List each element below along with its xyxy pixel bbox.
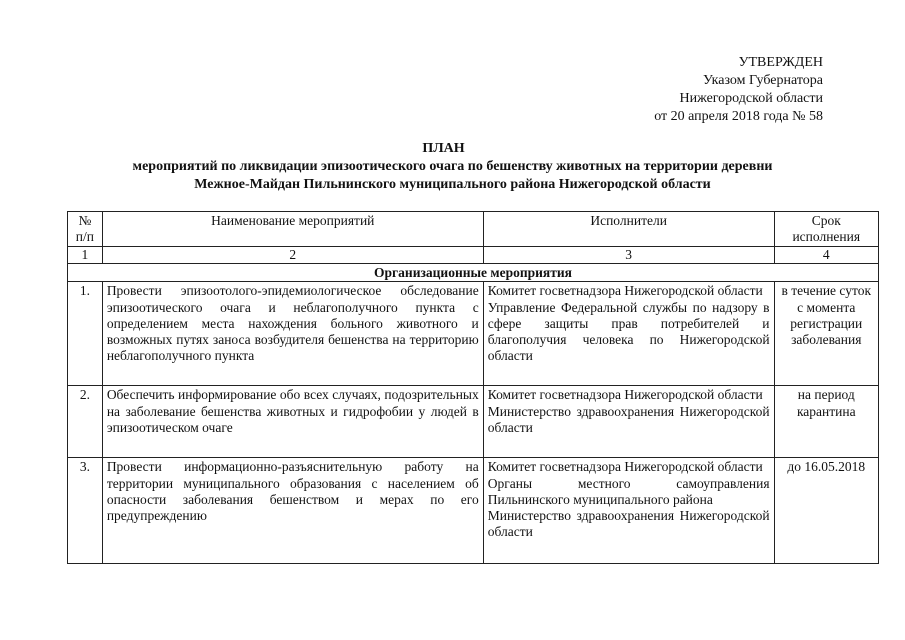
header-term: Срок исполнения bbox=[774, 212, 878, 247]
plan-table bbox=[67, 211, 879, 564]
executor: Комитет госветнадзора Нижегородской области bbox=[487, 459, 763, 475]
column-number-row bbox=[68, 247, 879, 264]
row-term: на период карантина bbox=[774, 386, 878, 458]
row-activity: Провести информационно-разъяснительную работу на территории муниципального образования с населением об опасности заболевания бешенством и мерах по его предупреждению bbox=[102, 458, 483, 564]
title-plan: ПЛАН bbox=[422, 141, 465, 156]
row-executors bbox=[483, 386, 774, 458]
row-executors bbox=[483, 458, 774, 564]
table-row bbox=[68, 458, 879, 564]
executor: Комитет госветнадзора Нижегородской области bbox=[487, 283, 763, 299]
header-num: № п/п bbox=[68, 212, 103, 247]
table-header-row bbox=[68, 212, 879, 247]
executor: Министерство здравоохранения Нижегородской области bbox=[487, 508, 770, 540]
header-name: Наименование мероприятий bbox=[102, 212, 483, 247]
column-number: 2 bbox=[102, 247, 483, 264]
row-executors bbox=[483, 282, 774, 386]
title-line-1: мероприятий по ликвидации эпизоотического очага по бешенству животных на территории деревни bbox=[132, 159, 773, 174]
row-number: 2. bbox=[68, 386, 103, 458]
approval-region: Нижегородской области bbox=[679, 91, 823, 106]
row-term: до 16.05.2018 bbox=[774, 458, 878, 564]
executor: Управление Федеральной службы по надзору в сфере защиты прав потребителей и благополучия человека по Нижегородской области bbox=[487, 299, 770, 364]
approval-status: УТВЕРЖДЕН bbox=[738, 55, 823, 70]
column-number: 4 bbox=[774, 247, 878, 264]
document-title bbox=[0, 140, 905, 194]
row-term: в течение суток с момента регистрации заболевания bbox=[774, 282, 878, 386]
approval-stamp bbox=[654, 54, 823, 126]
table-row bbox=[68, 386, 879, 458]
approval-decree: Указом Губернатора bbox=[702, 73, 823, 88]
executor: Министерство здравоохранения Нижегородской области bbox=[487, 403, 770, 435]
title-line-2: Межное-Майдан Пильнинского муниципального района Нижегородской области bbox=[194, 177, 711, 192]
row-number: 3. bbox=[68, 458, 103, 564]
row-number: 1. bbox=[68, 282, 103, 386]
executor: Комитет госветнадзора Нижегородской области bbox=[487, 387, 763, 403]
section-title: Организационные мероприятия bbox=[68, 264, 879, 282]
column-number: 1 bbox=[68, 247, 103, 264]
column-number: 3 bbox=[483, 247, 774, 264]
table-row bbox=[68, 282, 879, 386]
section-row bbox=[68, 264, 879, 282]
row-activity: Обеспечить информирование обо всех случаях, подозрительных на заболевание бешенства животных и гидрофобии у людей в эпизоотическом очаге bbox=[102, 386, 483, 458]
executor: Органы местного самоуправления Пильнинского муниципального района bbox=[487, 475, 770, 507]
row-activity: Провести эпизоотолого-эпидемиологическое обследование эпизоотического очага и неблагополучного пункта с определением места нахождения больного животного и возможных путях заноса возбудителя бешенства на территорию неблагополучного пункта bbox=[102, 282, 483, 386]
header-executors: Исполнители bbox=[483, 212, 774, 247]
approval-date: от 20 апреля 2018 года № 58 bbox=[654, 109, 823, 124]
